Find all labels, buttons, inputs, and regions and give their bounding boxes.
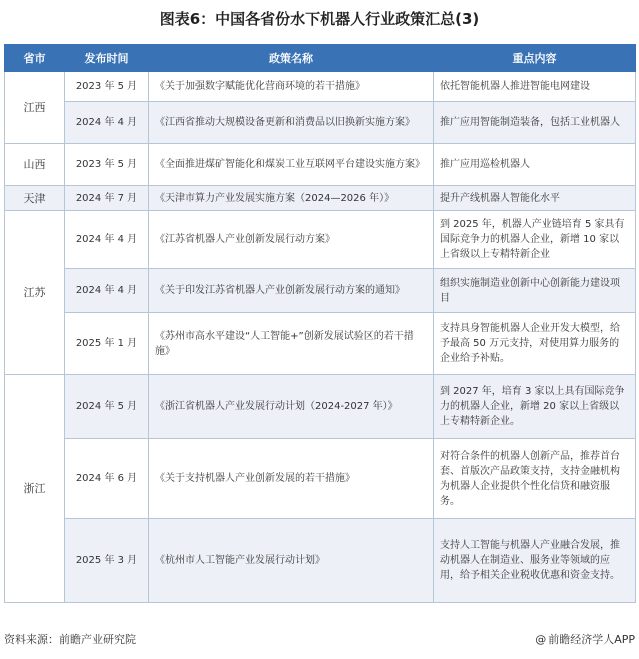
province-cell: 天津 <box>5 186 65 211</box>
table-row <box>5 186 636 211</box>
table-row <box>5 439 636 519</box>
date-cell: 2024 年 7 月 <box>65 186 149 211</box>
date-cell: 2023 年 5 月 <box>65 72 149 102</box>
column-header-policy: 政策名称 <box>149 45 434 72</box>
table-row <box>5 313 636 375</box>
content-cell: 推广应用巡检机器人 <box>434 144 636 186</box>
table-row <box>5 102 636 144</box>
table-row <box>5 211 636 269</box>
policy-cell: 《天津市算力产业发展实施方案（2024—2026 年）》 <box>149 186 434 211</box>
province-cell: 江苏 <box>5 211 65 375</box>
policy-cell: 《关于加强数字赋能优化营商环境的若干措施》 <box>149 72 434 102</box>
column-header-province: 省市 <box>5 45 65 72</box>
policy-cell: 《全面推进煤矿智能化和煤炭工业互联网平台建设实施方案》 <box>149 144 434 186</box>
province-cell: 江西 <box>5 72 65 144</box>
province-cell: 浙江 <box>5 375 65 603</box>
content-cell: 支持具身智能机器人企业开发大模型，给予最高 50 万元支持，对使用算力服务的企业给予补贴。 <box>434 313 636 375</box>
content-cell: 支持人工智能与机器人产业融合发展，推动机器人在制造业、服务业等领域的应用，给予相关企业税收优惠和资金支持。 <box>434 519 636 603</box>
content-cell: 到 2025 年，机器人产业链培育 5 家具有国际竞争力的机器人企业，新增 10 家以上省级以上专精特新企业 <box>434 211 636 269</box>
table-row <box>5 375 636 439</box>
policy-cell: 《苏州市高水平建设“人工智能+”创新发展试验区的若干措施》 <box>149 313 434 375</box>
source-note: 资料来源：前瞻产业研究院 <box>4 633 136 646</box>
content-cell: 到 2027 年，培育 3 家以上具有国际竞争力的机器人企业，新增 20 家以上省级以上专精特新企业。 <box>434 375 636 439</box>
weibo-icon: @ <box>535 633 547 646</box>
table-header-row <box>5 45 636 72</box>
column-header-content: 重点内容 <box>434 45 636 72</box>
date-cell: 2024 年 6 月 <box>65 439 149 519</box>
page-title: 图表6：中国各省份水下机器人行业政策汇总(3) <box>159 10 480 28</box>
policy-cell: 《江苏省机器人产业创新发展行动方案》 <box>149 211 434 269</box>
policy-cell: 《关于支持机器人产业创新发展的若干措施》 <box>149 439 434 519</box>
policy-cell: 《江西省推动大规模设备更新和消费品以旧换新实施方案》 <box>149 102 434 144</box>
policy-cell: 《杭州市人工智能产业发展行动计划》 <box>149 519 434 603</box>
policy-cell: 《浙江省机器人产业发展行动计划（2024-2027 年）》 <box>149 375 434 439</box>
table-row <box>5 269 636 313</box>
table-row <box>5 72 636 102</box>
date-cell: 2024 年 5 月 <box>65 375 149 439</box>
date-cell: 2023 年 5 月 <box>65 144 149 186</box>
date-cell: 2024 年 4 月 <box>65 269 149 313</box>
content-cell: 提升产线机器人智能化水平 <box>434 186 636 211</box>
policy-cell: 《关于印发江苏省机器人产业创新发展行动方案的通知》 <box>149 269 434 313</box>
content-cell: 组织实施制造业创新中心创新能力建设项目 <box>434 269 636 313</box>
date-cell: 2024 年 4 月 <box>65 102 149 144</box>
table-row <box>5 519 636 603</box>
date-cell: 2024 年 4 月 <box>65 211 149 269</box>
content-cell: 推广应用智能制造装备，包括工业机器人 <box>434 102 636 144</box>
province-cell: 山西 <box>5 144 65 186</box>
brand-name: 前瞻经济学人APP <box>548 633 635 646</box>
column-header-date: 发布时间 <box>65 45 149 72</box>
brand-credit <box>535 631 635 647</box>
content-cell: 对符合条件的机器人创新产品，推荐首台套、首版次产品政策支持，支持金融机构为机器人企业提供个性化信贷和融资服务。 <box>434 439 636 519</box>
date-cell: 2025 年 3 月 <box>65 519 149 603</box>
policy-table <box>4 44 636 603</box>
table-row <box>5 144 636 186</box>
date-cell: 2025 年 1 月 <box>65 313 149 375</box>
footer <box>4 631 635 651</box>
content-cell: 依托智能机器人推进智能电网建设 <box>434 72 636 102</box>
